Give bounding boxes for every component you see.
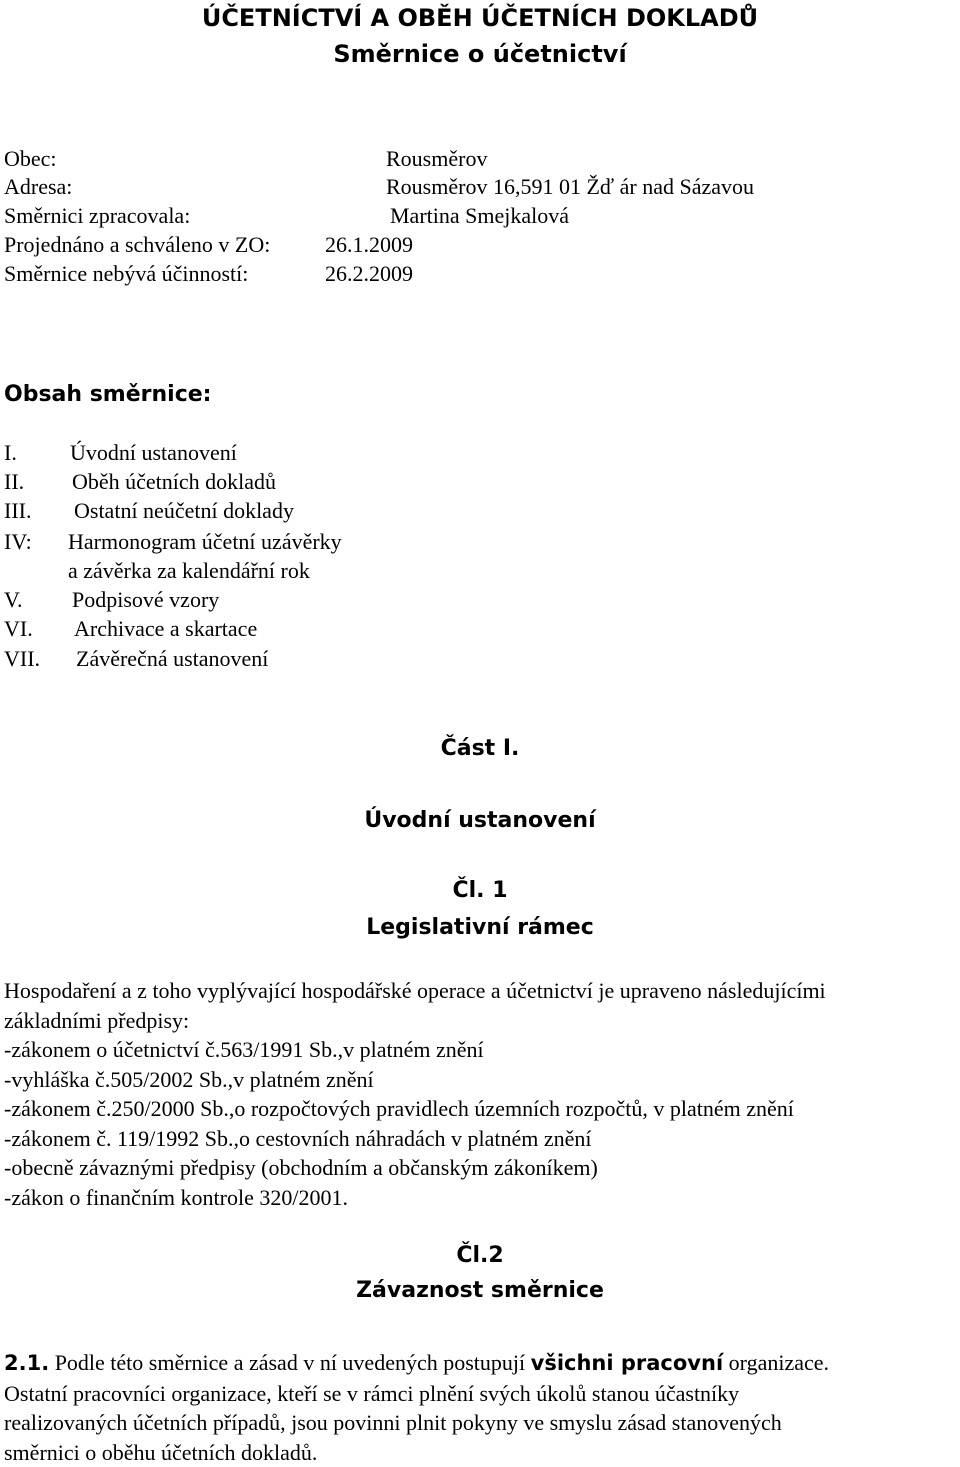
body-line: -vyhláška č.505/2002 Sb.,v platném znění bbox=[4, 1065, 826, 1095]
toc-item-num: VII. bbox=[4, 646, 40, 672]
paragraph-end: organizace. bbox=[723, 1350, 829, 1375]
document-title: ÚČETNÍCTVÍ A OBĚH ÚČETNÍCH DOKLADŮ bbox=[0, 4, 960, 32]
toc-item-num: III. bbox=[4, 498, 31, 524]
info-label-obec: Obec: bbox=[4, 146, 57, 172]
article-2-number: Čl.2 bbox=[0, 1243, 960, 1268]
info-label-author: Směrnici zpracovala: bbox=[4, 203, 190, 229]
toc-item-text: Archivace a skartace bbox=[74, 616, 257, 642]
toc-item-num: II. bbox=[4, 469, 24, 495]
info-value-approved: 26.1.2009 bbox=[325, 232, 413, 258]
paragraph-bold: všichni pracovní bbox=[531, 1351, 724, 1375]
body-line: Hospodaření a z toho vyplývající hospodářské operace a účetnictví je upraveno následujícími bbox=[4, 976, 826, 1006]
info-value-adresa: Rousměrov 16,591 01 Žď ár nad Sázavou bbox=[386, 174, 754, 200]
paragraph-number: 2.1. bbox=[4, 1351, 49, 1375]
body-line: Ostatní pracovníci organizace, kteří se v rámci plnění svých úkolů stanou účastníky bbox=[4, 1379, 829, 1409]
body-line: realizovaných účetních případů, jsou povinni plnit pokyny ve smyslu zásad stanovených bbox=[4, 1408, 829, 1438]
body-line: -zákon o finančním kontrole 320/2001. bbox=[4, 1183, 826, 1213]
info-value-effective: 26.2.2009 bbox=[325, 261, 413, 287]
paragraph-start: Podle této směrnice a zásad v ní uvedených postupují bbox=[49, 1350, 530, 1375]
article-1-number: Čl. 1 bbox=[0, 878, 960, 903]
body-line-first bbox=[4, 1348, 829, 1379]
body-line: -obecně závaznými předpisy (obchodním a občanským zákoníkem) bbox=[4, 1153, 826, 1183]
document-subtitle: Směrnice o účetnictví bbox=[0, 40, 960, 68]
toc-item-text: a závěrka za kalendářní rok bbox=[68, 558, 310, 584]
article-1-body bbox=[4, 976, 826, 1212]
toc-item-num: I. bbox=[4, 440, 17, 466]
article-2-body bbox=[4, 1348, 829, 1467]
info-value-author: Martina Smejkalová bbox=[390, 203, 569, 229]
toc-item-text: Harmonogram účetní uzávěrky bbox=[68, 529, 342, 555]
toc-item-num: IV: bbox=[4, 529, 32, 555]
part-heading: Část I. bbox=[0, 736, 960, 761]
body-line: směrnici o oběhu účetních dokladů. bbox=[4, 1438, 829, 1467]
toc-item-text: Úvodní ustanovení bbox=[70, 440, 237, 466]
info-label-approved: Projednáno a schváleno v ZO: bbox=[4, 232, 270, 258]
body-line: -zákonem č. 119/1992 Sb.,o cestovních náhradách v platném znění bbox=[4, 1124, 826, 1154]
article-2-title: Závaznost směrnice bbox=[0, 1278, 960, 1303]
toc-item-text: Závěrečná ustanovení bbox=[76, 646, 268, 672]
toc-item-num: VI. bbox=[4, 616, 33, 642]
body-line: -zákonem o účetnictví č.563/1991 Sb.,v platném znění bbox=[4, 1035, 826, 1065]
body-line: -zákonem č.250/2000 Sb.,o rozpočtových pravidlech územních rozpočtů, v platném znění bbox=[4, 1094, 826, 1124]
toc-item-text: Ostatní neúčetní doklady bbox=[74, 498, 294, 524]
info-label-adresa: Adresa: bbox=[4, 174, 72, 200]
toc-item-text: Podpisové vzory bbox=[72, 587, 219, 613]
part-subheading: Úvodní ustanovení bbox=[0, 808, 960, 833]
toc-item-num: V. bbox=[4, 587, 23, 613]
toc-item-text: Oběh účetních dokladů bbox=[72, 469, 276, 495]
toc-heading: Obsah směrnice: bbox=[4, 382, 211, 407]
body-line: základními předpisy: bbox=[4, 1006, 826, 1036]
info-label-effective: Směrnice nebývá účinností: bbox=[4, 261, 248, 287]
info-value-obec: Rousměrov bbox=[386, 146, 487, 172]
article-1-title: Legislativní rámec bbox=[0, 915, 960, 940]
